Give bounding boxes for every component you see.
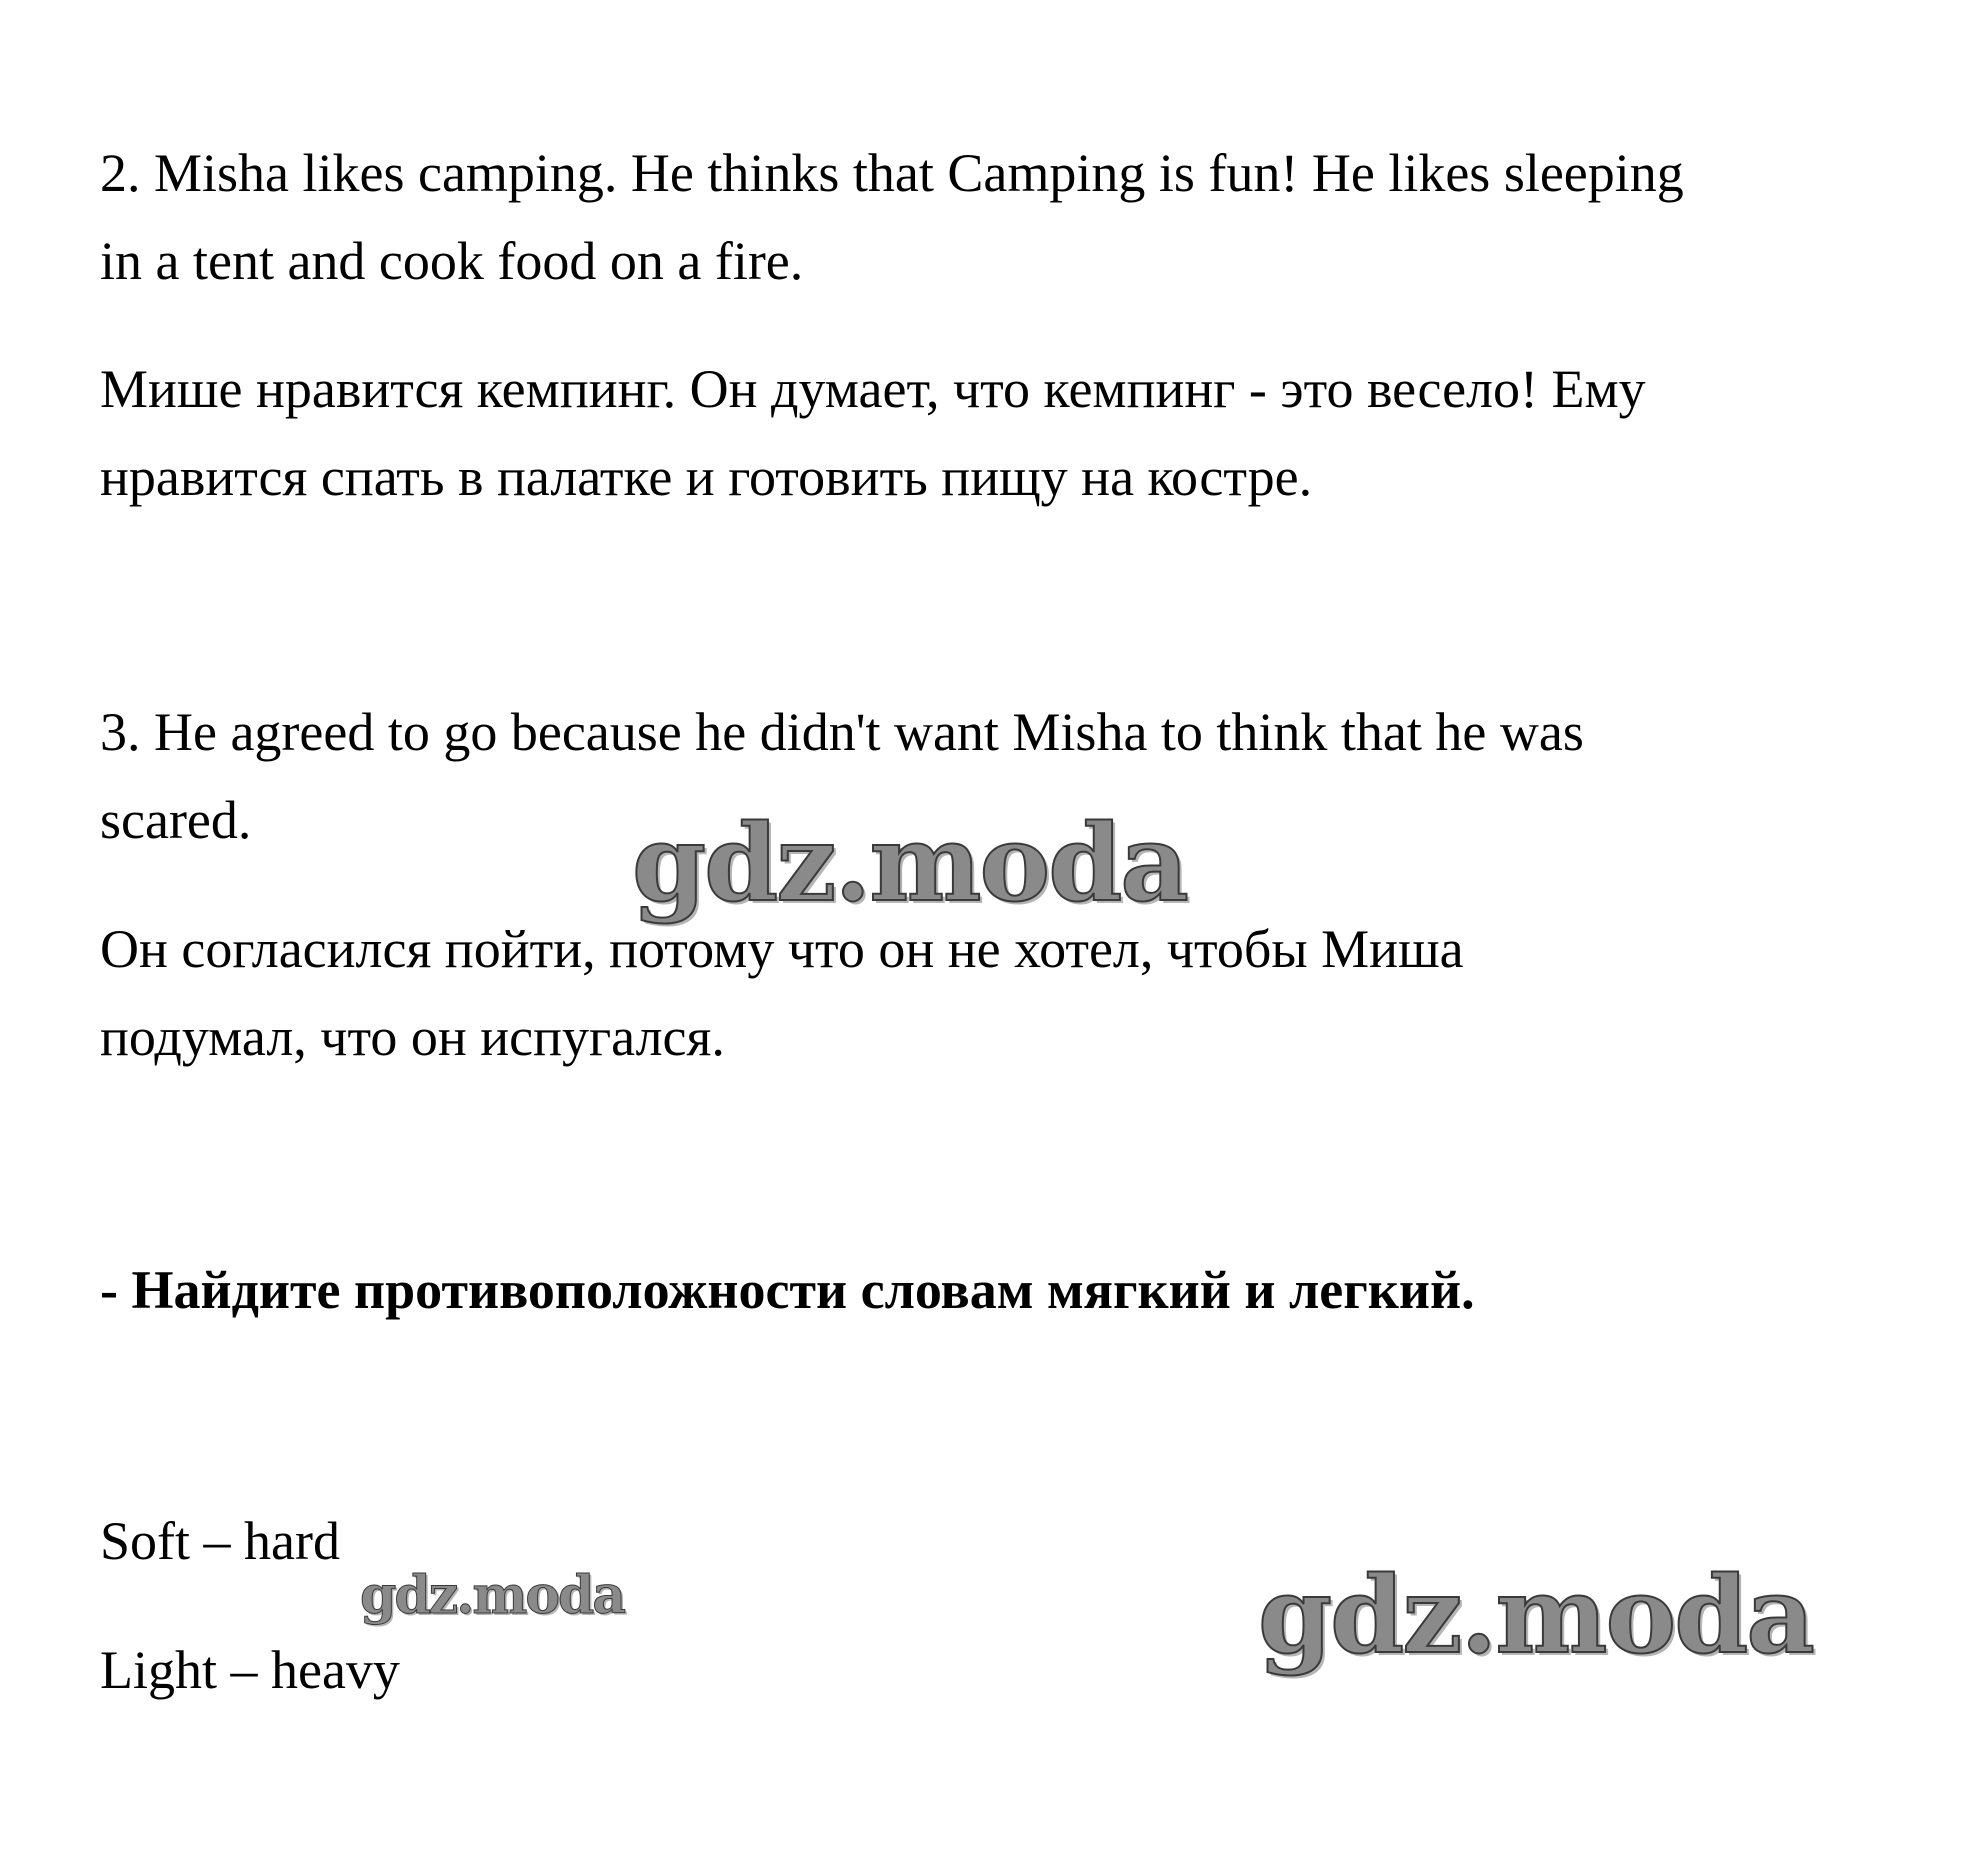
answer-2-russian-line-1: Мише нравится кемпинг. Он думает, что кемпинг - это весело! Ему: [100, 359, 1646, 419]
answer-2-russian-line-2: нравится спать в палатке и готовить пищу на костре.: [100, 447, 1313, 507]
watermark-logo-bottom-right: gdz.moda: [1258, 1552, 1813, 1677]
answer-3-english-line-1: 3. He agreed to go because he didn't want Misha to think that he was: [100, 702, 1584, 762]
watermark-logo-small: gdz.moda: [360, 1565, 625, 1626]
answer-3-english-line-2: scared.: [100, 790, 252, 850]
opposite-pair-light-heavy: Light – heavy: [100, 1640, 400, 1700]
opposite-pair-soft-hard: Soft – hard: [100, 1511, 340, 1571]
answer-3-russian-line-1: Он согласился пойти, потому что он не хотел, чтобы Миша: [100, 919, 1464, 979]
task-heading: - Найдите противоположности словам мягкий и легкий.: [100, 1260, 1475, 1320]
watermark-logo-main: gdz.moda: [632, 800, 1187, 925]
answer-2-english-line-1: 2. Misha likes camping. He thinks that Camping is fun! He likes sleeping: [100, 143, 1684, 203]
answer-3-russian-line-2: подумал, что он испугался.: [100, 1007, 725, 1067]
answer-2-english-line-2: in a tent and cook food on a fire.: [100, 231, 804, 291]
